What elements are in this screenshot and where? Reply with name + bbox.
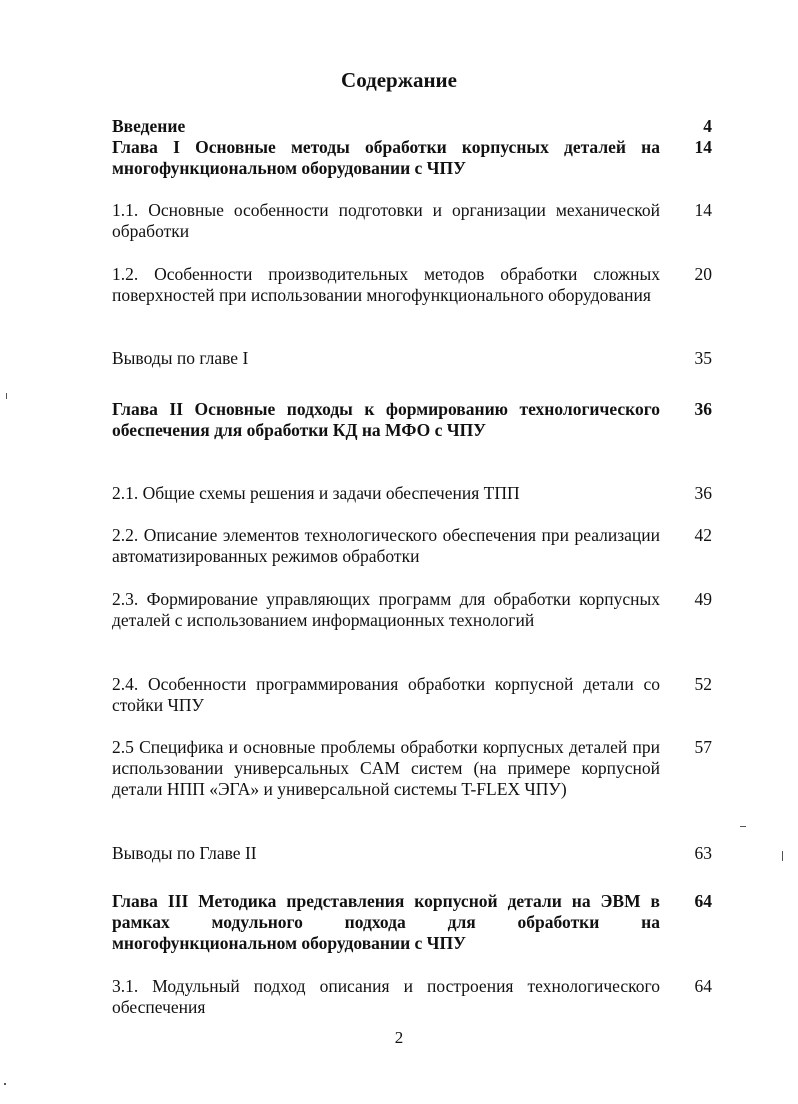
toc-entry-text: 2.2. Описание элементов технологического обеспечения при реализации автоматизированных режимов обработки — [112, 525, 660, 566]
toc-entry-text: Глава II Основные подходы к формированию технологического обеспечения для обработки КД на МФО с ЧПУ — [112, 399, 660, 440]
toc-entry-page: 52 — [694, 674, 712, 694]
scan-speck — [4, 1083, 6, 1085]
toc-entry-text: 3.1. Модульный подход описания и построения технологического обеспечения — [112, 976, 660, 1017]
toc-entry-2-1[interactable] — [112, 483, 712, 504]
toc-entry-text: Выводы по Главе II — [112, 843, 257, 863]
page-title: Содержание — [341, 68, 457, 92]
toc-entry-text: 2.3. Формирование управляющих программ для обработки корпусных деталей с использованием информационных технологий — [112, 589, 660, 630]
toc-entry-page: 14 — [694, 137, 712, 157]
toc-entry-2-5[interactable] — [112, 737, 712, 800]
toc-entry-text: 2.5 Специфика и основные проблемы обработки корпусных деталей при использовании универсальных CAM систем (на примере корпусной детали НПП «ЭГА» и универсальной системы T-FLEX ЧПУ) — [112, 737, 660, 799]
toc-entry-text: Глава I Основные методы обработки корпусных деталей на многофункциональном оборудовании с ЧПУ — [112, 137, 660, 178]
toc-entry-introduction[interactable] — [112, 116, 712, 137]
toc-entry-page: 63 — [694, 843, 712, 863]
toc-entry-page: 20 — [694, 264, 712, 284]
toc-entry-page: 42 — [694, 525, 712, 545]
toc-entry-text: Выводы по главе I — [112, 348, 249, 368]
toc-entry-text: 2.1. Общие схемы решения и задачи обеспечения ТПП — [112, 483, 520, 503]
toc-entry-page: 36 — [694, 483, 712, 503]
scan-speck — [6, 393, 7, 399]
toc-entry-chapter-1[interactable] — [112, 137, 712, 179]
toc-entry-2-2[interactable] — [112, 525, 712, 567]
toc-entry-3-1[interactable] — [112, 976, 712, 1018]
toc-entry-conclusions-2[interactable] — [112, 843, 712, 864]
toc-entry-text: 1.1. Основные особенности подготовки и организации механической обработки — [112, 200, 660, 241]
toc-entry-page: 57 — [694, 737, 712, 757]
toc-entry-chapter-2[interactable] — [112, 399, 712, 441]
toc-entry-2-3[interactable] — [112, 589, 712, 631]
toc-entry-1-1[interactable] — [112, 200, 712, 242]
toc-entry-conclusions-1[interactable] — [112, 348, 712, 369]
toc-entry-page: 36 — [694, 399, 712, 419]
scan-speck — [782, 851, 783, 861]
toc-entry-chapter-3[interactable] — [112, 891, 712, 954]
toc-entry-text: Глава III Методика представления корпусной детали на ЭВМ в рамках модульного подхода для обработки на многофункциональном оборудовании с ЧПУ — [112, 891, 660, 953]
toc-entry-2-4[interactable] — [112, 674, 712, 716]
toc-entry-page: 4 — [703, 116, 712, 136]
toc-entry-page: 35 — [694, 348, 712, 368]
page-number: 2 — [394, 1028, 404, 1047]
scan-speck — [740, 826, 746, 827]
toc-entry-text: 1.2. Особенности производительных методов обработки сложных поверхностей при использовании многофункционального оборудования — [112, 264, 660, 305]
toc-entry-text: 2.4. Особенности программирования обработки корпусной детали со стойки ЧПУ — [112, 674, 660, 715]
toc-entry-page: 64 — [694, 891, 712, 911]
toc-entry-page: 64 — [694, 976, 712, 996]
toc-entry-page: 14 — [694, 200, 712, 220]
toc-entry-1-2[interactable] — [112, 264, 712, 306]
toc-entry-page: 49 — [694, 589, 712, 609]
toc-entry-text: Введение — [112, 116, 186, 136]
